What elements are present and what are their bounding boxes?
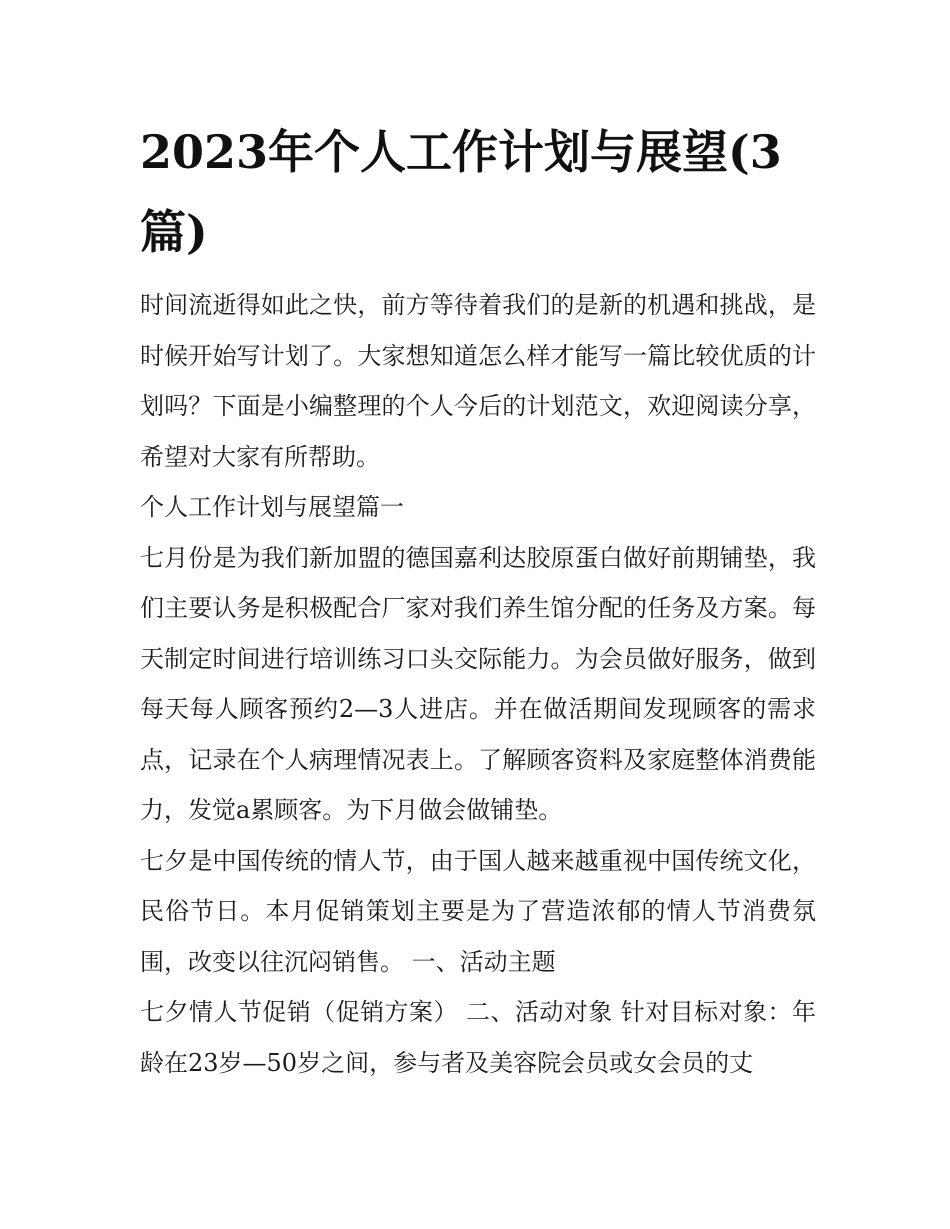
- document-body: [140, 280, 816, 1088]
- intro-paragraph: 时间流逝得如此之快，前方等待着我们的是新的机遇和挑战，是时候开始写计划了。大家想知道怎么样才能写一篇比较优质的计划吗？下面是小编整理的个人今后的计划范文，欢迎阅读分享，希望对大家有所帮助。: [140, 291, 816, 471]
- body-paragraph: 七夕情人节促销（促销方案） 二、活动对象 针对目标对象：年龄在23岁—50岁之间，参与者及美容院会员或女会员的丈: [140, 998, 816, 1077]
- document-content: [140, 112, 816, 1088]
- section-heading: 个人工作计划与展望篇一: [140, 493, 404, 521]
- body-paragraph: 七夕是中国传统的情人节，由于国人越来越重视中国传统文化，民俗节日。本月促销策划主要是为了营造浓郁的情人节消费氛围，改变以往沉闷销售。 一、活动主题: [140, 846, 816, 976]
- document-title: 2023年个人工作计划与展望(3篇): [140, 125, 782, 259]
- body-paragraph: 七月份是为我们新加盟的德国嘉利达胶原蛋白做好前期铺垫，我们主要认务是积极配合厂家对我们养生馆分配的任务及方案。每天制定时间进行培训练习口头交际能力。为会员做好服务，做到每天每人顾客预约2—3人进店。并在做活期间发现顾客的需求点，记录在个人病理情况表上。了解顾客资料及家庭整体消费能力，发觉a累顾客。为下月做会做铺垫。: [140, 543, 816, 824]
